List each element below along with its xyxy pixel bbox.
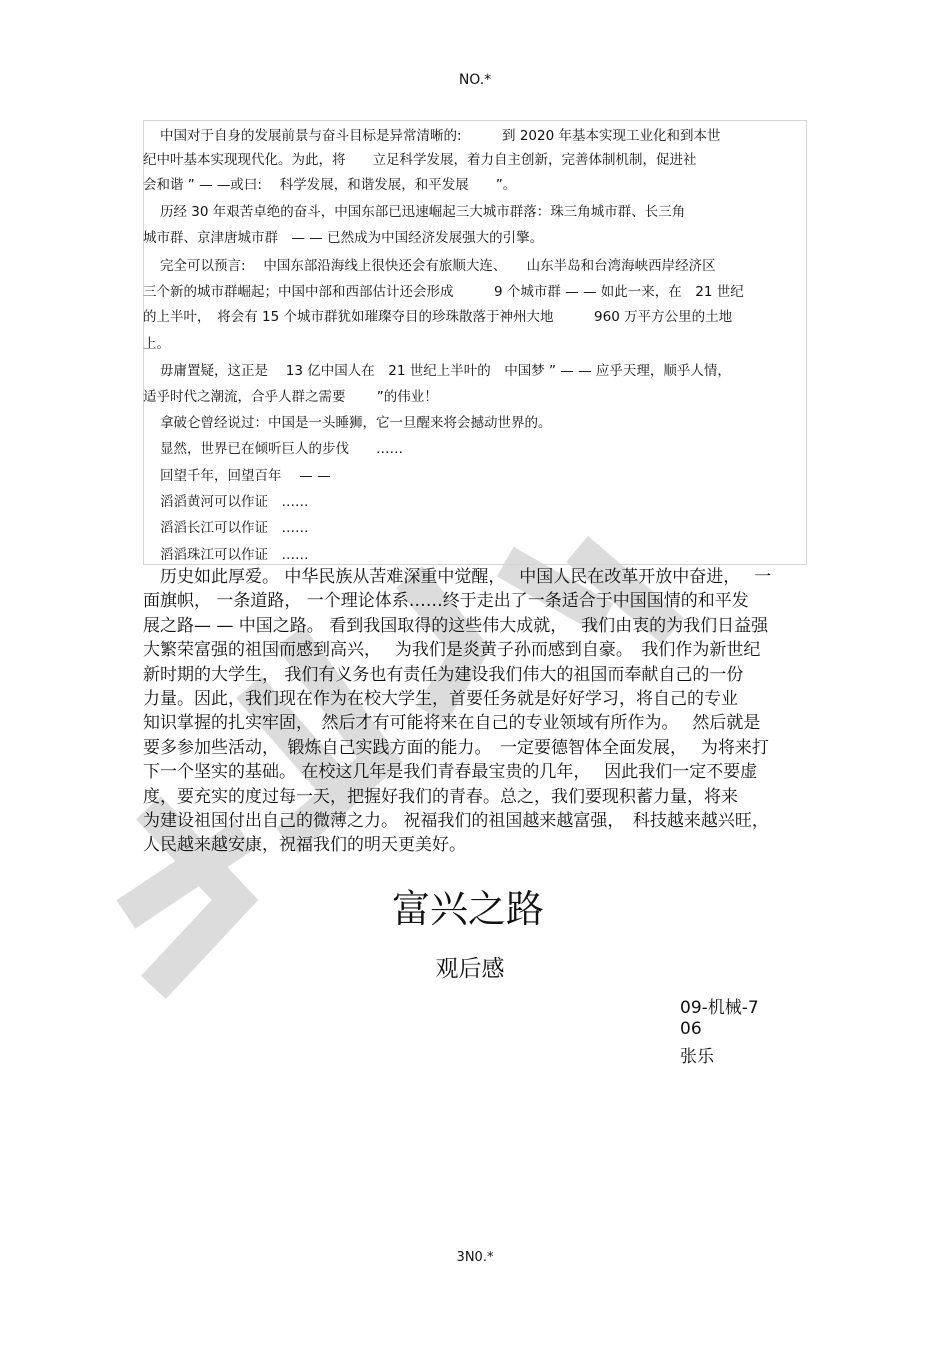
quote-box-line: 中国对于自身的发展前景与奋斗目标是异常清晰的: 到 2020 年基本实现工业化和到本世 bbox=[160, 128, 721, 144]
author-class: 09-机械-7 bbox=[680, 998, 759, 1018]
quote-box-line: 滔滔长江可以作证 …… bbox=[160, 520, 309, 536]
quote-box-line: 纪中叶基本实现现代化。为此，将 立足科学发展，着力自主创新，完善体制机制，促进社 bbox=[143, 152, 697, 168]
body-line: 力量。因此，我们现在作为在校大学生，首要任务就是好好学习，将自己的专业 bbox=[143, 689, 738, 709]
body-line: 为建设祖国付出自己的微薄之力。 祝福我们的祖国越来越富强， 科技越来越兴旺， bbox=[143, 811, 769, 831]
body-line: 历史如此厚爱。 中华民族从苦难深重中觉醒， 中国人民在改革开放中奋进， 一 bbox=[143, 567, 772, 587]
body-line: 知识掌握的扎实牢固， 然后才有可能将来在自己的专业领域有所作为。 然后就是 bbox=[143, 713, 761, 734]
body-line: 面旗帜， 一条道路， 一个理论体系……终于走出了一条适合于中国国情的和平发 bbox=[143, 591, 749, 612]
body-line: 新时期的大学生， 我们有义务也有责任为建设我们伟大的祖国而奉献自己的一份 bbox=[143, 664, 744, 685]
body-line: 要多参加些活动， 锻炼自己实践方面的能力。 一定要德智体全面发展， 为将来打 bbox=[143, 737, 769, 758]
quote-box-line: 三个新的城市群崛起；中国中部和西部估计还会形成 9 个城市群 — — 如此一来，在 21 世纪 bbox=[143, 284, 744, 300]
quote-box-line: 显然，世界已在倾听巨人的步伐 …… bbox=[160, 441, 403, 457]
quote-box-line: 滔滔珠江可以作证 …… bbox=[160, 547, 309, 563]
body-line: 度，要充实的度过每一天，把握好我们的青春。总之，我们要现积蓄力量，将来 bbox=[143, 786, 738, 807]
quote-box-line: 上。 bbox=[143, 336, 170, 352]
quote-box-line: 适乎时代之潮流，合乎人群之需要 ”的伟业！ bbox=[143, 389, 438, 405]
quote-box-line: 城市群、京津唐城市群 — — 已然成为中国经济发展强大的引擎。 bbox=[143, 230, 544, 246]
document-subtitle: 观后感 bbox=[435, 956, 505, 982]
quote-box-line: 完全可以预言: 中国东部沿海线上很快还会有旅顺大连、 山东半岛和台湾海峡西岸经济区 bbox=[160, 258, 716, 274]
body-line: 展之路— — 中国之路。 看到我国取得的这些伟大成就， 我们由衷的为我们日益强 bbox=[143, 615, 769, 636]
page-footer: 3N0.* bbox=[456, 1250, 494, 1265]
body-line: 人民越来越安康，祝福我们的明天更美好。 bbox=[143, 835, 466, 856]
quote-box-line: 的上半叶， 将会有 15 个城市群犹如璀璨夺目的珍珠散落于神州大地 960 万平方公里的土地 bbox=[143, 309, 733, 325]
document-title: 富兴之路 bbox=[391, 887, 544, 931]
body-line: 大繁荣富强的祖国而感到高兴， 为我们是炎黄子孙而感到自豪。 我们作为新世纪 bbox=[143, 640, 761, 661]
author-name: 张乐 bbox=[680, 1047, 714, 1067]
quote-box-line: 滔滔黄河可以作证 …… bbox=[160, 494, 309, 510]
quote-box-line: 拿破仑曾经说过：中国是一头睡狮，它一旦醒来将会撼动世界的。 bbox=[160, 415, 552, 431]
body-line: 下一个坚实的基础。 在校这几年是我们青春最宝贵的几年， 因此我们一定不要虚 bbox=[143, 762, 758, 783]
page-header: NO.* bbox=[458, 72, 492, 88]
quote-box-line: 回望千年，回望百年 — — bbox=[160, 468, 331, 484]
quote-box-line: 会和谐 ” — —或曰: 科学发展，和谐发展，和平发展 ”。 bbox=[143, 177, 517, 193]
quote-box-line: 毋庸置疑，这正是 13 亿中国人在 21 世纪上半叶的 中国梦 ” — — 应乎天理，顺乎人情， bbox=[160, 363, 731, 379]
quote-box-line: 历经 30 年艰苦卓绝的奋斗，中国东部已迅速崛起三大城市群落：珠三角城市群、长三角 bbox=[160, 204, 686, 220]
author-number: 06 bbox=[680, 1019, 702, 1039]
